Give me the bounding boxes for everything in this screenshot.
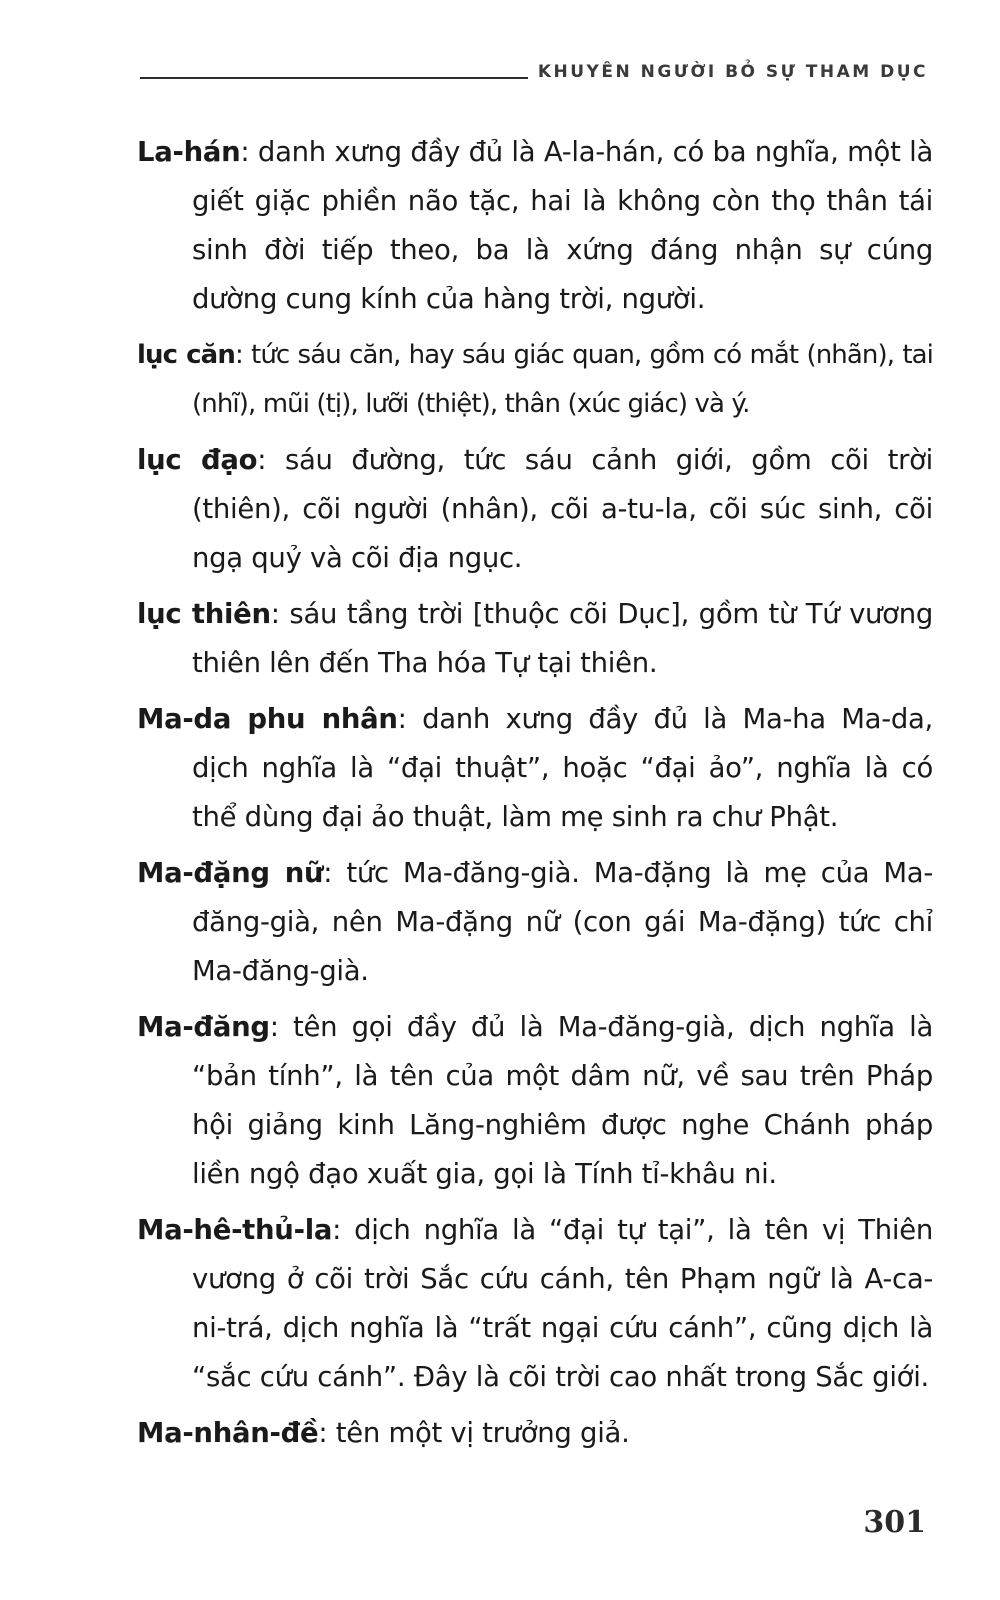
glossary-entry	[137, 128, 933, 324]
glossary-term: Ma-nhân-đề	[137, 1417, 319, 1449]
glossary-entry	[137, 590, 933, 688]
glossary-definition: : tức Ma-đăng-già. Ma-đặng là mẹ của Ma-đăng-già, nên Ma-đặng nữ (con gái Ma-đặng) tức chỉ Ma-đăng-già.	[192, 857, 933, 987]
glossary-definition: : tên gọi đầy đủ là Ma-đăng-già, dịch nghĩa là “bản tính”, là tên của một dâm nữ, về sau trên Pháp hội giảng kinh Lăng-nghiêm được nghe Chánh pháp liền ngộ đạo xuất gia, gọi là Tính tỉ-khâu ni.	[192, 1011, 933, 1190]
glossary-term: Ma-đăng	[137, 1011, 270, 1043]
glossary-definition: : danh xưng đầy đủ là A-la-hán, có ba nghĩa, một là giết giặc phiền não tặc, hai là không còn thọ thân tái sinh đời tiếp theo, ba là xứng đáng nhận sự cúng dường cung kính của hàng trời, người.	[192, 136, 933, 315]
glossary-definition: : sáu tầng trời [thuộc cõi Dục], gồm từ Tứ vương thiên lên đến Tha hóa Tự tại thiên.	[192, 598, 933, 679]
glossary-term: La-hán	[137, 136, 241, 168]
glossary-entry	[137, 1409, 933, 1458]
glossary-entry	[137, 1206, 933, 1402]
running-header	[140, 60, 928, 90]
glossary-term: lục căn	[137, 340, 235, 370]
glossary-entries	[137, 128, 933, 1465]
glossary-definition: : tên một vị trưởng giả.	[318, 1417, 630, 1449]
glossary-definition: : dịch nghĩa là “đại tự tại”, là tên vị Thiên vương ở cõi trời Sắc cứu cánh, tên Phạm ngữ là A-ca-ni-trá, dịch nghĩa là “trất ngại cứu cánh”, cũng dịch là “sắc cứu cánh”. Đây là cõi trời cao nhất trong Sắc giới.	[192, 1214, 933, 1393]
glossary-term: Ma-da phu nhân	[137, 703, 398, 735]
running-header-title: KHUYÊN NGƯỜI BỎ SỰ THAM DỤC	[537, 62, 928, 82]
glossary-entry	[137, 695, 933, 842]
glossary-definition: : tức sáu căn, hay sáu giác quan, gồm có mắt (nhãn), tai (nhĩ), mũi (tị), lưỡi (thiệt), thân (xúc giác) và ý.	[192, 340, 933, 419]
header-rule	[140, 77, 528, 79]
glossary-definition: : sáu đường, tức sáu cảnh giới, gồm cõi trời (thiên), cõi người (nhân), cõi a-tu-la, cõi súc sinh, cõi ngạ quỷ và cõi địa ngục.	[192, 444, 933, 574]
glossary-entry	[137, 849, 933, 996]
glossary-term: lục thiên	[137, 598, 271, 630]
glossary-definition: : danh xưng đầy đủ là Ma-ha Ma-da, dịch nghĩa là “đại thuật”, hoặc “đại ảo”, nghĩa là có thể dùng đại ảo thuật, làm mẹ sinh ra chư Phật.	[192, 703, 933, 833]
glossary-term: Ma-đặng nữ	[137, 857, 324, 889]
glossary-term: lục đạo	[137, 444, 258, 476]
glossary-entry	[137, 1003, 933, 1199]
glossary-entry	[137, 331, 933, 429]
glossary-term: Ma-hê-thủ-la	[137, 1214, 333, 1246]
glossary-entry	[137, 436, 933, 583]
page-number: 301	[863, 1505, 926, 1540]
